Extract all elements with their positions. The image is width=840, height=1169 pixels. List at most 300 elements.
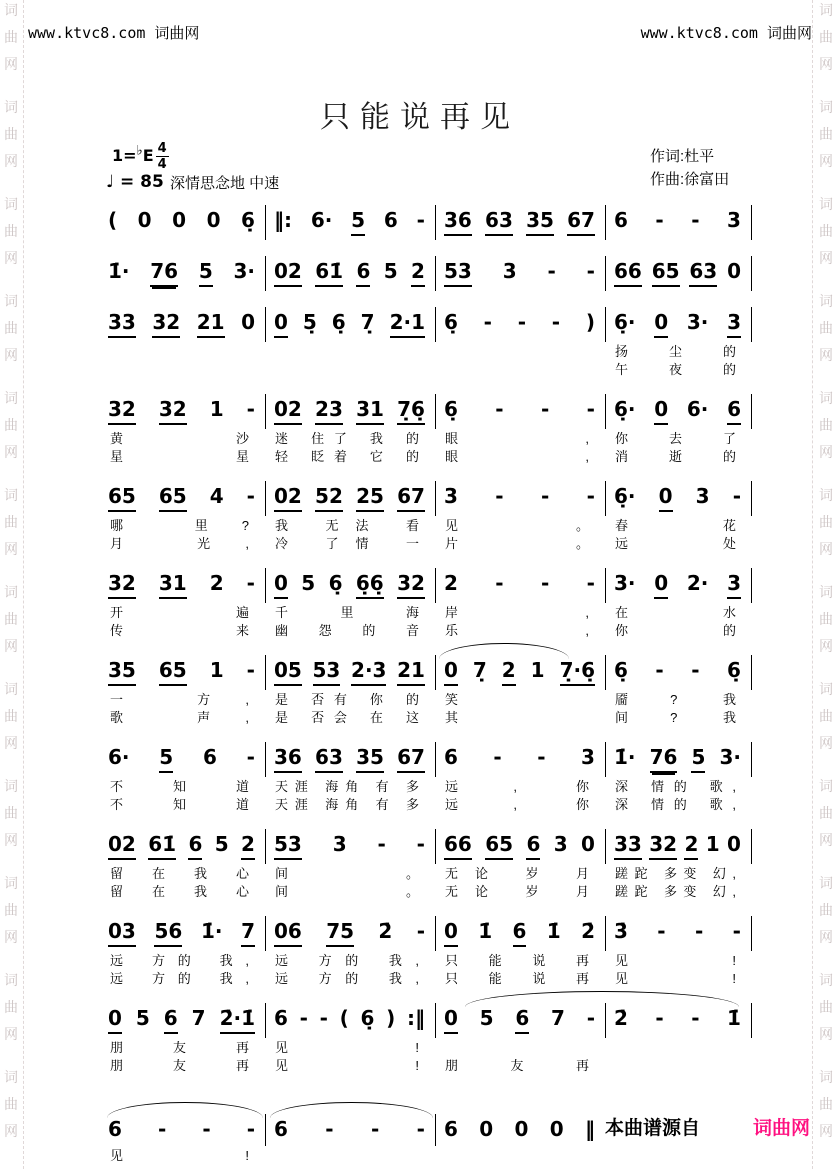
note-token: 06: [274, 918, 302, 947]
note-token: -: [157, 1117, 167, 1141]
note-token: 1: [705, 832, 720, 856]
measure: [100, 1114, 265, 1146]
measure: [435, 568, 605, 603]
score-area: [100, 205, 752, 1169]
note-token: -: [540, 484, 550, 508]
notes-row: [100, 256, 752, 291]
note-token: 76: [150, 258, 178, 287]
lyric-cell: 幽 怨 的 音: [275, 623, 419, 638]
lyric-cell: 见!: [615, 971, 736, 986]
lyric-cell: 只 能 说 再: [445, 971, 589, 986]
measure: [605, 256, 752, 291]
note-token: 0: [514, 1117, 529, 1141]
lyric-cell: 间。: [275, 866, 419, 881]
note-token: -: [202, 1117, 211, 1141]
measure: [100, 394, 265, 429]
watermark-char: 词: [819, 293, 833, 309]
lyric-cell: 天涯 海角 有 多: [275, 779, 419, 794]
lyric-cell: 无论 岁 月: [445, 884, 589, 899]
note-token: 1̇·: [614, 745, 636, 769]
watermark-char: 网: [819, 153, 833, 169]
lyric-cell: 歌 声,: [110, 710, 249, 725]
note-token: 67: [567, 207, 595, 236]
watermark-char: 词: [4, 681, 18, 697]
note-token: 0: [727, 259, 741, 283]
note-token: 6̣: [614, 658, 628, 682]
notes-row: [100, 829, 752, 864]
note-token: (: [108, 208, 118, 232]
measure: [265, 916, 435, 951]
note-token: 0: [654, 396, 668, 425]
lyrics-row: [100, 692, 752, 708]
note-token: 25: [356, 483, 384, 512]
note-token: -: [246, 745, 255, 769]
lyric-cell: 星 星: [110, 449, 249, 464]
note-token: -: [732, 484, 741, 508]
note-token: 2̇: [614, 1006, 628, 1030]
note-token: 2: [411, 258, 425, 287]
slur-arc: [270, 1102, 433, 1118]
note-token: 1̇·: [108, 259, 130, 283]
note-token: -: [495, 484, 504, 508]
note-token: 65: [159, 657, 187, 686]
site-url-right[interactable]: www.ktvc8.com 词曲网: [640, 24, 812, 42]
key-letter: E: [142, 146, 154, 165]
note-token: -: [540, 571, 550, 595]
measure: [265, 307, 435, 342]
measure: [435, 655, 605, 690]
note-token: 5: [301, 571, 316, 595]
note-token: -: [483, 310, 492, 334]
note-token: 32: [159, 396, 187, 425]
note-token: 6̣·: [614, 310, 636, 334]
music-system: [100, 916, 752, 987]
note-token: 36: [274, 744, 302, 773]
lyric-cell: 扬 尘 的: [615, 344, 736, 359]
lyric-cell: 间? 我: [615, 710, 736, 725]
music-system: [100, 829, 752, 900]
measure: [265, 829, 435, 864]
measure: [265, 394, 435, 429]
note-token: 1̇·: [200, 919, 223, 943]
measure: [265, 568, 435, 603]
note-token: 6̣: [360, 1006, 375, 1030]
music-system: [100, 307, 752, 378]
lyric-cell: 朋 友 再: [110, 1040, 249, 1055]
left-dashed-divider: [23, 0, 24, 1169]
watermark-char: 网: [4, 735, 18, 751]
credits: [650, 145, 729, 191]
lyric-cell: 深 情的 歌,: [615, 779, 736, 794]
lyrics-row: [100, 449, 752, 465]
note-token: 65: [159, 483, 187, 512]
note-token: 3·: [614, 571, 636, 595]
note-token: 5: [159, 744, 173, 773]
lyric-cell: [100, 344, 265, 360]
watermark-char: 曲: [819, 126, 833, 142]
note-token: -: [694, 919, 704, 943]
note-token: 6̣6̣: [356, 570, 384, 599]
watermark-char: 曲: [819, 805, 833, 821]
note-token: 61̇: [148, 831, 176, 860]
note-token: 6: [274, 1006, 288, 1030]
note-token: -: [517, 310, 527, 334]
watermark-char: 网: [4, 56, 18, 72]
lyric-cell: 蹉跎 多变 幻,: [615, 884, 736, 899]
note-token: 33: [108, 309, 136, 338]
note-token: 3·: [233, 259, 255, 283]
lyric-cell: [265, 362, 435, 378]
note-token: 6: [614, 208, 628, 232]
note-token: 0: [654, 570, 668, 599]
note-token: -: [691, 658, 700, 682]
footer-brand-link[interactable]: 词曲网: [753, 1118, 811, 1139]
note-token: 02: [108, 831, 136, 860]
note-token: 35: [526, 207, 554, 236]
lyric-cell: 乐,: [445, 623, 589, 638]
watermark-char: 曲: [819, 1096, 833, 1112]
watermark-char: 网: [4, 929, 18, 945]
slur-arc: [107, 1102, 263, 1118]
note-token: 67: [397, 744, 425, 773]
measure: [265, 205, 435, 240]
lyric-cell: 午 夜 的: [615, 362, 736, 377]
measure: [605, 205, 752, 240]
expression-marking: 深情思念地 中速: [170, 175, 280, 192]
measure: [435, 481, 605, 516]
note-token: 32: [152, 309, 180, 338]
lyric-cell: 远 方的 我,: [275, 953, 419, 968]
note-token: 33: [614, 831, 642, 860]
note-token: 0: [137, 208, 152, 232]
watermark-char: 曲: [819, 999, 833, 1015]
note-token: 3: [727, 309, 741, 338]
music-system: [100, 568, 752, 639]
measure: [605, 1003, 752, 1038]
watermark-char: 网: [4, 1026, 18, 1042]
note-token: -: [493, 745, 502, 769]
watermark-char: 网: [819, 56, 833, 72]
note-token: 6̣: [331, 310, 346, 334]
measure: [435, 742, 605, 777]
note-token: 3: [502, 259, 517, 283]
lyric-cell: 朋 友 再: [110, 1058, 249, 1073]
note-token: 7̣: [472, 658, 487, 682]
lyric-cell: 朋 友 再: [445, 1058, 589, 1073]
note-token: 6: [274, 1117, 288, 1141]
watermark-char: 曲: [819, 708, 833, 724]
lyrics-row: [100, 1040, 752, 1056]
lyrics-row: [100, 710, 752, 726]
lyrics-row: [100, 971, 752, 987]
measure: [100, 655, 265, 690]
watermark-char: 网: [4, 347, 18, 363]
lyric-cell: 蹉跎 多变 幻,: [615, 866, 736, 881]
measure: [435, 829, 605, 864]
note-token: -: [416, 1117, 425, 1141]
note-token: 5: [351, 207, 365, 236]
note-token: 65: [652, 258, 680, 287]
note-token: 1̇: [727, 1006, 741, 1030]
measure: [265, 655, 435, 690]
lyric-cell: 留 在 我 心: [110, 884, 249, 899]
music-system: [100, 1003, 752, 1074]
note-token: -: [551, 310, 561, 334]
slur-arc: [465, 991, 739, 1007]
lyric-cell: 远, 你: [445, 779, 589, 794]
note-token: 0: [206, 208, 221, 232]
watermark-char: 词: [819, 875, 833, 891]
lyric-cell: [265, 1148, 435, 1164]
note-token: 0: [659, 483, 673, 512]
note-token: -: [495, 397, 504, 421]
note-token: 0: [581, 832, 595, 856]
time-signature: $\frac{4}{4}$: [157, 141, 167, 172]
measure: [100, 205, 265, 240]
note-token: -: [586, 259, 595, 283]
measure: [100, 916, 265, 951]
watermark-char: 曲: [4, 611, 18, 627]
lyrics-row: [100, 953, 752, 969]
note-token: -: [732, 919, 741, 943]
site-url-left[interactable]: www.ktvc8.com 词曲网: [28, 24, 200, 42]
lyric-cell: 深 情的 歌,: [615, 797, 736, 812]
lyric-cell: 远 方的 我,: [275, 971, 419, 986]
note-token: 32: [397, 570, 425, 599]
watermark-char: 词: [4, 487, 18, 503]
tempo-marking: [106, 172, 164, 192]
note-token: 6: [356, 258, 370, 287]
note-token: 6̣: [444, 310, 458, 334]
watermark-char: 词: [4, 196, 18, 212]
lyric-cell: 你 去 了: [615, 431, 736, 446]
note-token: 6: [727, 396, 741, 425]
watermark-char: 词: [819, 681, 833, 697]
lyrics-row: [100, 779, 752, 795]
note-token: -: [495, 571, 504, 595]
watermark-char: 曲: [819, 417, 833, 433]
lyric-cell: 片。: [445, 536, 589, 551]
watermark-char: 网: [819, 735, 833, 751]
note-token: 3: [553, 832, 568, 856]
note-token: -: [246, 484, 255, 508]
lyrics-row: [100, 797, 752, 813]
note-token: -: [246, 397, 255, 421]
notes-row: [100, 394, 752, 429]
note-token: 31: [159, 570, 187, 599]
notes-row: [100, 1003, 752, 1038]
note-token: 63: [315, 744, 343, 773]
note-token: 3: [581, 745, 595, 769]
watermark-char: 曲: [819, 29, 833, 45]
measure: [605, 829, 752, 864]
lyrics-row: [100, 1148, 752, 1164]
note-token: ): [585, 310, 595, 334]
note-token: -: [246, 658, 255, 682]
note-token: 66: [614, 258, 642, 287]
lyric-cell: 笑: [445, 692, 459, 707]
watermark-char: 曲: [819, 514, 833, 530]
lyric-cell: 在 水: [615, 605, 736, 620]
note-token: 0: [108, 1005, 122, 1034]
lyrics-row: [100, 344, 752, 360]
lyrics-row: [100, 362, 752, 378]
note-token: 6̣·: [614, 397, 636, 421]
lyrics-row: [100, 518, 752, 534]
watermark-char: 词: [819, 1069, 833, 1085]
watermark-char: 曲: [819, 223, 833, 239]
watermark-char: 词: [4, 2, 18, 18]
lyric-cell: 轻 眨着 它 的: [275, 449, 419, 464]
note-token: 4: [209, 484, 224, 508]
note-token: 32: [108, 396, 136, 425]
quarter-note-icon: ♩: [106, 172, 115, 192]
measure: [605, 742, 752, 777]
lyric-cell: 是 否会 在 这: [275, 710, 419, 725]
watermark-char: 词: [819, 487, 833, 503]
lyric-cell: 黄 沙: [110, 431, 249, 446]
note-token: 0: [549, 1117, 564, 1141]
note-token: -: [586, 484, 595, 508]
lyric-cell: 远 方的 我,: [110, 971, 249, 986]
music-system: [100, 481, 752, 552]
measure: [265, 1003, 435, 1038]
note-token: 6·: [686, 397, 709, 421]
lyric-cell: [435, 344, 605, 360]
lyric-cell: 开 遍: [110, 605, 249, 620]
note-token: 63: [689, 258, 717, 287]
watermark-char: 词: [4, 390, 18, 406]
note-token: 7̣6̣: [397, 396, 425, 425]
note-token: 1̇: [546, 919, 561, 943]
watermark-char: 网: [819, 929, 833, 945]
note-token: 0: [444, 657, 458, 686]
measure: [265, 742, 435, 777]
lyric-cell: 留 在 我 心: [110, 866, 249, 881]
note-token: 56: [154, 918, 182, 947]
measure: [435, 916, 605, 951]
watermark-char: 词: [4, 972, 18, 988]
lyric-cell: 无论 岁 月: [445, 866, 589, 881]
note-token: 6: [526, 831, 540, 860]
lyric-cell: 一 方,: [110, 692, 249, 707]
lyric-cell: 月 光,: [110, 536, 249, 551]
note-token: 0: [654, 309, 668, 338]
lyric-cell: [435, 1040, 605, 1056]
measure: [100, 742, 265, 777]
note-token: 6: [515, 1005, 529, 1034]
measure: [435, 1003, 605, 1038]
lyrics-row: [100, 884, 752, 900]
lyric-cell: [265, 344, 435, 360]
note-token: 6: [383, 208, 398, 232]
watermark-char: 网: [819, 250, 833, 266]
note-token: 2̇: [581, 919, 595, 943]
lyric-cell: 迷 住了 我 的: [275, 431, 419, 446]
note-token: 21: [197, 309, 225, 338]
measure: [605, 916, 752, 951]
watermark-char: 曲: [4, 320, 18, 336]
lyric-cell: [435, 1148, 605, 1164]
watermark-char: 网: [4, 541, 18, 557]
note-token: 3: [332, 832, 347, 856]
note-token: ): [386, 1006, 396, 1030]
note-token: 2: [684, 831, 698, 860]
music-system: [100, 655, 752, 726]
lyric-cell: [435, 362, 605, 378]
watermark-char: 曲: [4, 1096, 18, 1112]
notes-row: [100, 916, 752, 951]
note-token: 6̣: [444, 397, 458, 421]
measure: [605, 655, 752, 690]
watermark-char: 网: [4, 832, 18, 848]
note-token: 53: [444, 258, 472, 287]
lyrics-row: [100, 866, 752, 882]
lyric-cell: 不 知 道: [110, 779, 249, 794]
watermark-char: 曲: [4, 223, 18, 239]
note-token: :‖: [406, 1006, 425, 1030]
note-token: 31: [356, 396, 384, 425]
note-token: 0: [241, 310, 255, 334]
note-token: 3: [727, 208, 741, 232]
note-token: 35: [108, 657, 136, 686]
measure: [265, 1114, 435, 1146]
lyric-cell: 千 里 海: [275, 605, 419, 620]
music-system: [100, 256, 752, 291]
note-token: 6: [188, 831, 202, 860]
lyric-cell: 只 能 说 再: [445, 953, 589, 968]
watermark-char: 曲: [4, 999, 18, 1015]
note-token: 5: [135, 1006, 150, 1030]
right-dashed-divider: [812, 0, 813, 1169]
note-token: 5: [383, 259, 398, 283]
measure: [100, 1003, 265, 1038]
note-token: 6·: [310, 208, 333, 232]
note-token: 6̣: [727, 658, 741, 682]
watermark-char: 曲: [4, 417, 18, 433]
note-token: 53: [274, 831, 302, 860]
note-token: ‖:: [274, 208, 292, 232]
note-token: 2·: [686, 571, 709, 595]
measure: [100, 307, 265, 342]
lyric-cell: 见!: [275, 1058, 419, 1073]
measure: [435, 256, 605, 291]
note-token: 0: [444, 1005, 458, 1034]
note-token: 23: [315, 396, 343, 425]
lyric-cell: 不 知 道: [110, 797, 249, 812]
note-token: 0: [479, 1117, 494, 1141]
note-token: 0: [274, 309, 288, 338]
note-token: 0: [172, 208, 187, 232]
measure: [605, 568, 752, 603]
note-token: -: [246, 571, 255, 595]
note-token: -: [655, 1006, 664, 1030]
note-token: 52: [315, 483, 343, 512]
lyric-cell: 见。: [445, 518, 589, 533]
note-token: 2̇: [378, 919, 393, 943]
note-token: 3̇: [614, 919, 628, 943]
note-token: 6: [202, 745, 217, 769]
notes-row: [100, 481, 752, 516]
watermark-char: 网: [4, 153, 18, 169]
note-token: 3·: [719, 745, 741, 769]
watermark-char: 网: [819, 444, 833, 460]
note-token: 3·: [686, 310, 709, 334]
watermark-char: 曲: [819, 902, 833, 918]
note-token: 05: [274, 657, 302, 686]
note-token: 5: [691, 744, 705, 773]
note-token: 2·3: [351, 657, 386, 686]
